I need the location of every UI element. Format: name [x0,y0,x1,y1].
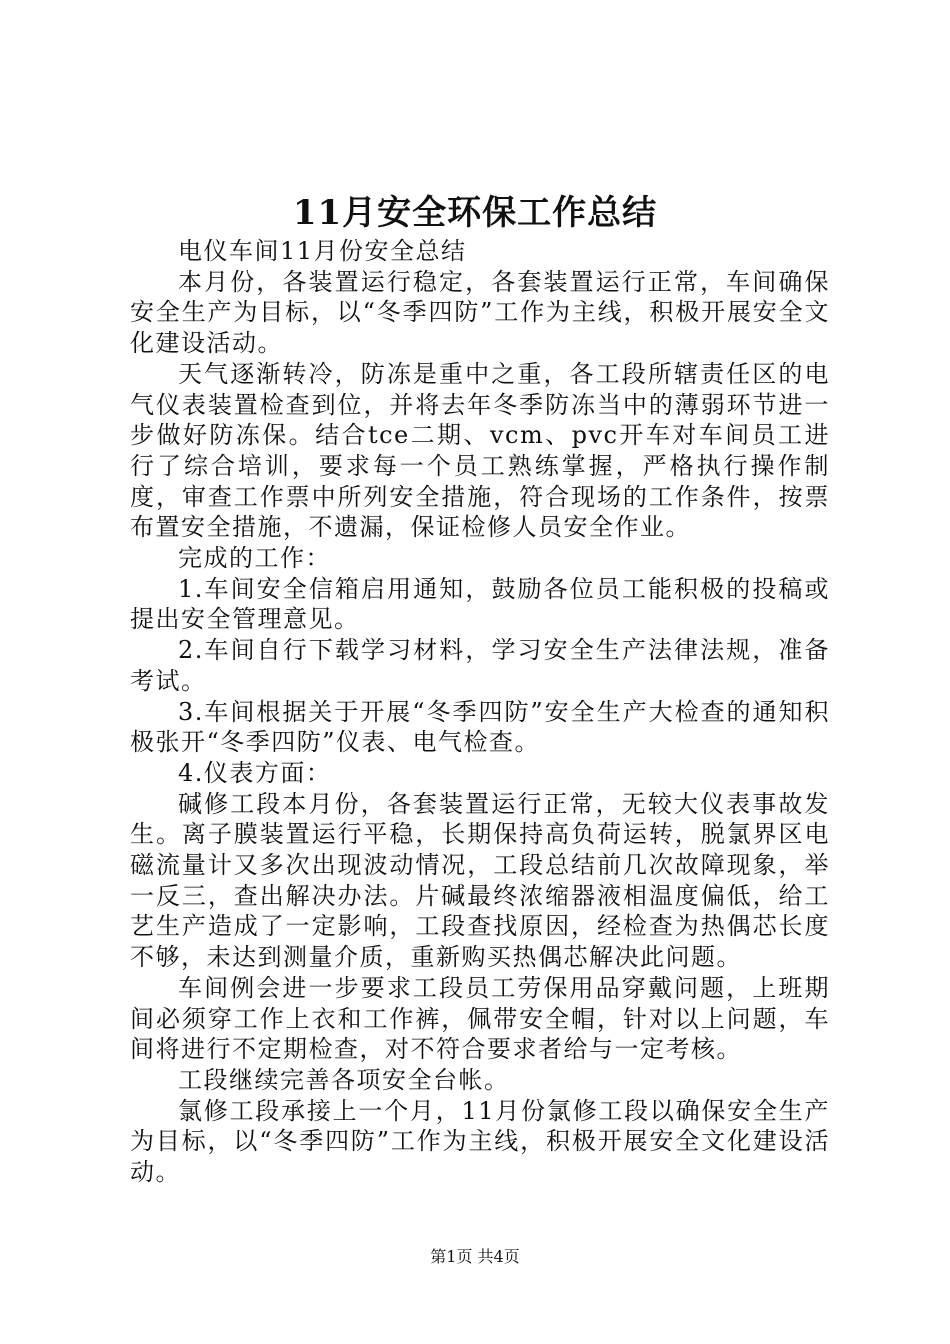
paragraph-item-4: 4.仪表方面： [178,758,332,787]
paragraph-subtitle: 电仪车间11月份安全总结 [178,237,467,265]
document-title: 11月安全环保工作总结 [292,193,658,233]
paragraph-winter-prevention: 天气逐渐转冷，防冻是重中之重，各工段所辖责任区的电气仪表装置检查到位，并将去年冬季防冻当中的薄弱环节进一步做好防冻保。结合tce二期、vcm、pvc开车对车间员工进行了综合培训，要求每一个员工熟练掌握，严格执行操作制度，审查工作票中所列安全措施，符合现场的工作条件，按票布置安全措施，不遗漏，保证检修人员安全作业。 [130,359,830,542]
paragraph-chlorine-section: 氯修工段承接上一个月，11月份氯修工段以确保安全生产为目标，以“冬季四防”工作为主线，积极开展安全文化建设活动。 [130,1096,830,1187]
paragraph-alkali-section: 碱修工段本月份，各套装置运行正常，无较大仪表事故发生。离子膜装置运行平稳，长期保持高负荷运转，脱氯界区电磁流量计又多次出现波动情况，工段总结前几次故障现象，举一反三，查出解决办法。片碱最终浓缩器液相温度偏低，给工艺生产造成了一定影响，工段查找原因，经检查为热偶芯长度不够，未达到测量介质，重新购买热偶芯解决此问题。 [130,789,830,972]
paragraph-intro: 本月份，各装置运行稳定，各套装置运行正常，车间确保安全生产为目标，以“冬季四防”工作为主线，积极开展安全文化建设活动。 [130,267,830,358]
document-body [130,236,830,1188]
paragraph-item-2: 2.车间自行下载学习材料，学习安全生产法律法规，准备考试。 [130,636,830,695]
paragraph-safety-ledger: 工段继续完善各项安全台帐。 [178,1065,510,1094]
page-number-footer: 第1页 共4页 [430,1247,520,1266]
paragraph-item-1: 1.车间安全信箱启用通知，鼓励各位员工能积极的投稿或提出安全管理意见。 [130,574,830,634]
paragraph-item-3: 3.车间根据关于开展“冬季四防”安全生产大检查的通知积极张开“冬季四防”仪表、电气检查。 [130,697,830,757]
paragraph-workshop-meeting: 车间例会进一步要求工段员工劳保用品穿戴问题，上班期间必须穿工作上衣和工作裤，佩带安全帽，针对以上问题，车间将进行不定期检查，对不符合要求者给与一定考核。 [130,973,830,1064]
paragraph-completed-heading: 完成的工作： [178,544,331,573]
